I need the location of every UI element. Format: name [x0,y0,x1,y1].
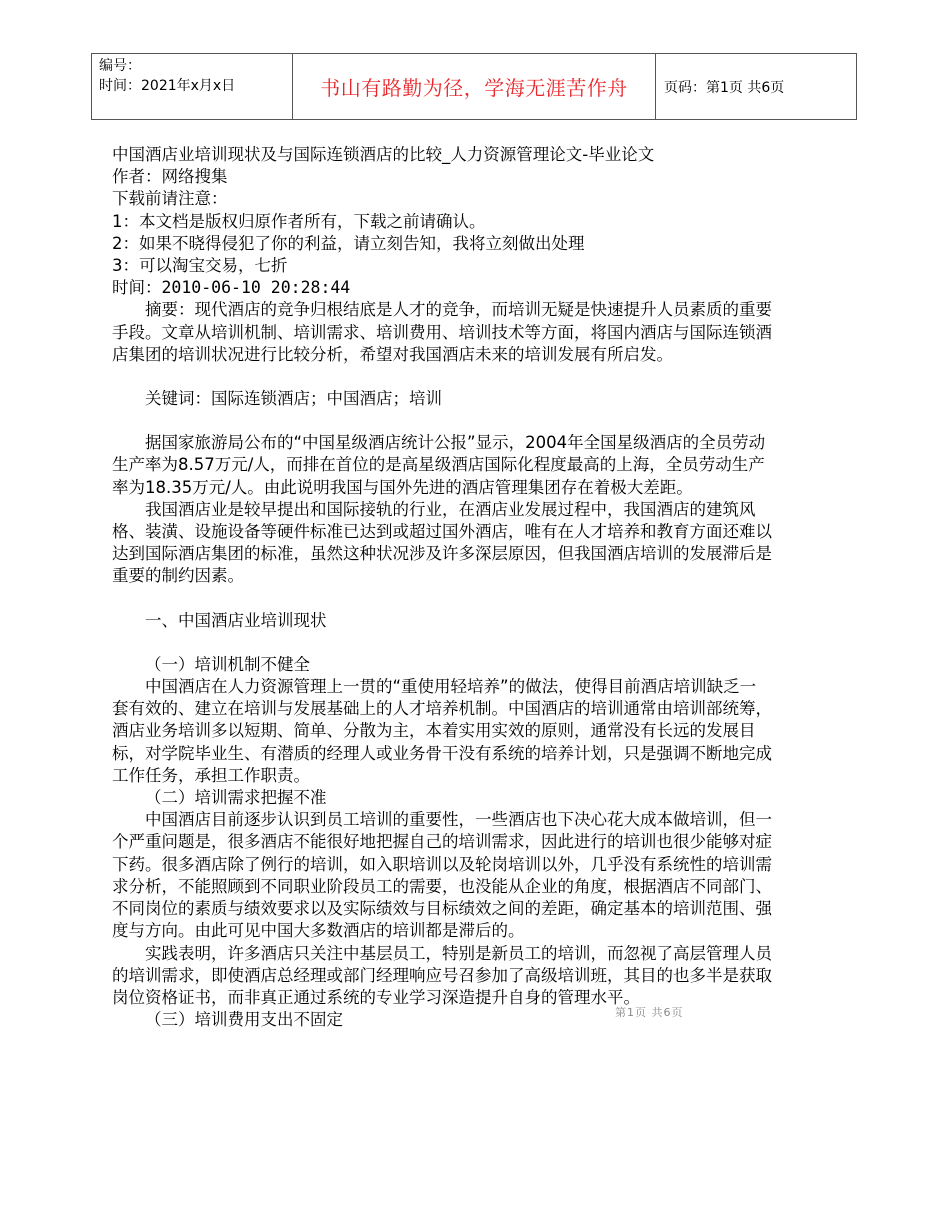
document-timestamp: 时间：2010-06-10 20:28:44 [112,278,351,298]
notice-item: 3：可以淘宝交易，七折 [112,256,288,276]
page-number-info: 页码：第1页 共6页 [664,79,785,96]
header-meta-cell [92,54,293,120]
document-body [112,144,772,1031]
abstract-paragraph: 摘要：现代酒店的竞争归根结底是人才的竞争，而培训无疑是快速提升人员素质的重要手段。文章从培训机制、培训需求、培训费用、培训技术等方面，将国内酒店与国际连锁酒店集团的培训状况进行比较分析，希望对我国酒店未来的培训发展有所启发。 [112,300,772,364]
header-page-cell [656,54,857,120]
spacer [112,366,772,388]
body-paragraph: 实践表明，许多酒店只关注中基层员工，特别是新员工的培训，而忽视了高层管理人员的培训需求，即使酒店总经理或部门经理响应号召参加了高级培训班，其目的也多半是获取岗位资格证书，而非真正通过系统的专业学习深造提升自身的管理水平。 [112,943,772,1007]
header-table [91,53,857,120]
notice-heading: 下载前请注意： [112,189,228,209]
spacer [112,632,772,654]
body-paragraph: 中国酒店在人力资源管理上一贯的“重使用轻培养”的做法，使得目前酒店培训缺乏一套有效的、建立在培训与发展基础上的人才培养机制。中国酒店的培训通常由培训部统筹，酒店业务培训多以短期、简单、分散为主，本着实用实效的原则，通常没有长远的发展目标，对学院毕业生、有潜质的经理人或业务骨干没有系统的培养计划，只是强调不断地完成工作任务，承担工作职责。 [112,677,772,785]
notice-item: 1：本文档是版权归原作者所有，下载之前请确认。 [112,211,486,231]
section-heading: 一、中国酒店业培训现状 [145,610,327,630]
body-paragraph: 我国酒店业是较早提出和国际接轨的行业，在酒店业发展过程中，我国酒店的建筑风格、装潢、设施设备等硬件标准已达到或超过国外酒店，唯有在人才培养和教育方面还难以达到国际酒店集团的标准，虽然这种状况涉及许多深层原因，但我国酒店培训的发展滞后是重要的制约因素。 [112,499,772,586]
document-time-label: 时间：2021年x月x日 [99,78,236,94]
document-number-label: 编号： [99,58,141,74]
body-paragraph: 据国家旅游局公布的“中国星级酒店统计公报”显示，2004年全国星级酒店的全员劳动生产率为8.57万元/人，而排在首位的是高星级酒店国际化程度最高的上海，全员劳动生产率为18.35万元/人。由此说明我国与国外先进的酒店管理集团存在着极大差距。 [112,433,766,497]
subsection-heading: （二）培训需求把握不准 [145,788,327,808]
subsection-heading: （三）培训费用支出不固定 [145,1010,343,1030]
page-watermark: 第1页 共6页 [615,1006,684,1019]
header-motto-cell [293,54,656,120]
motto-text: 书山有路勤为径，学海无涯苦作舟 [320,76,628,100]
body-paragraph: 中国酒店目前逐步认识到员工培训的重要性，一些酒店也下决心花大成本做培训，但一个严重问题是，很多酒店不能很好地把握自己的培训需求，因此进行的培训也很少能够对症下药。很多酒店除了例行的培训，如入职培训以及轮岗培训以外，几乎没有系统性的培训需求分析，不能照顾到不同职业阶段员工的需要，也没能从企业的角度，根据酒店不同部门、不同岗位的素质与绩效要求以及实际绩效与目标绩效之间的差距，确定基本的培训范围、强度与方向。由此可见中国大多数酒店的培训都是滞后的。 [112,810,772,941]
document-author: 作者：网络搜集 [112,167,228,187]
spacer [112,410,772,432]
keywords-paragraph: 关键词：国际连锁酒店；中国酒店；培训 [145,389,442,409]
notice-item: 2：如果不晓得侵犯了你的利益，请立刻告知，我将立刻做出处理 [112,233,585,253]
spacer [112,588,772,610]
document-title: 中国酒店业培训现状及与国际连锁酒店的比较_人力资源管理论文-毕业论文 [112,145,655,164]
subsection-heading: （一）培训机制不健全 [145,654,310,674]
